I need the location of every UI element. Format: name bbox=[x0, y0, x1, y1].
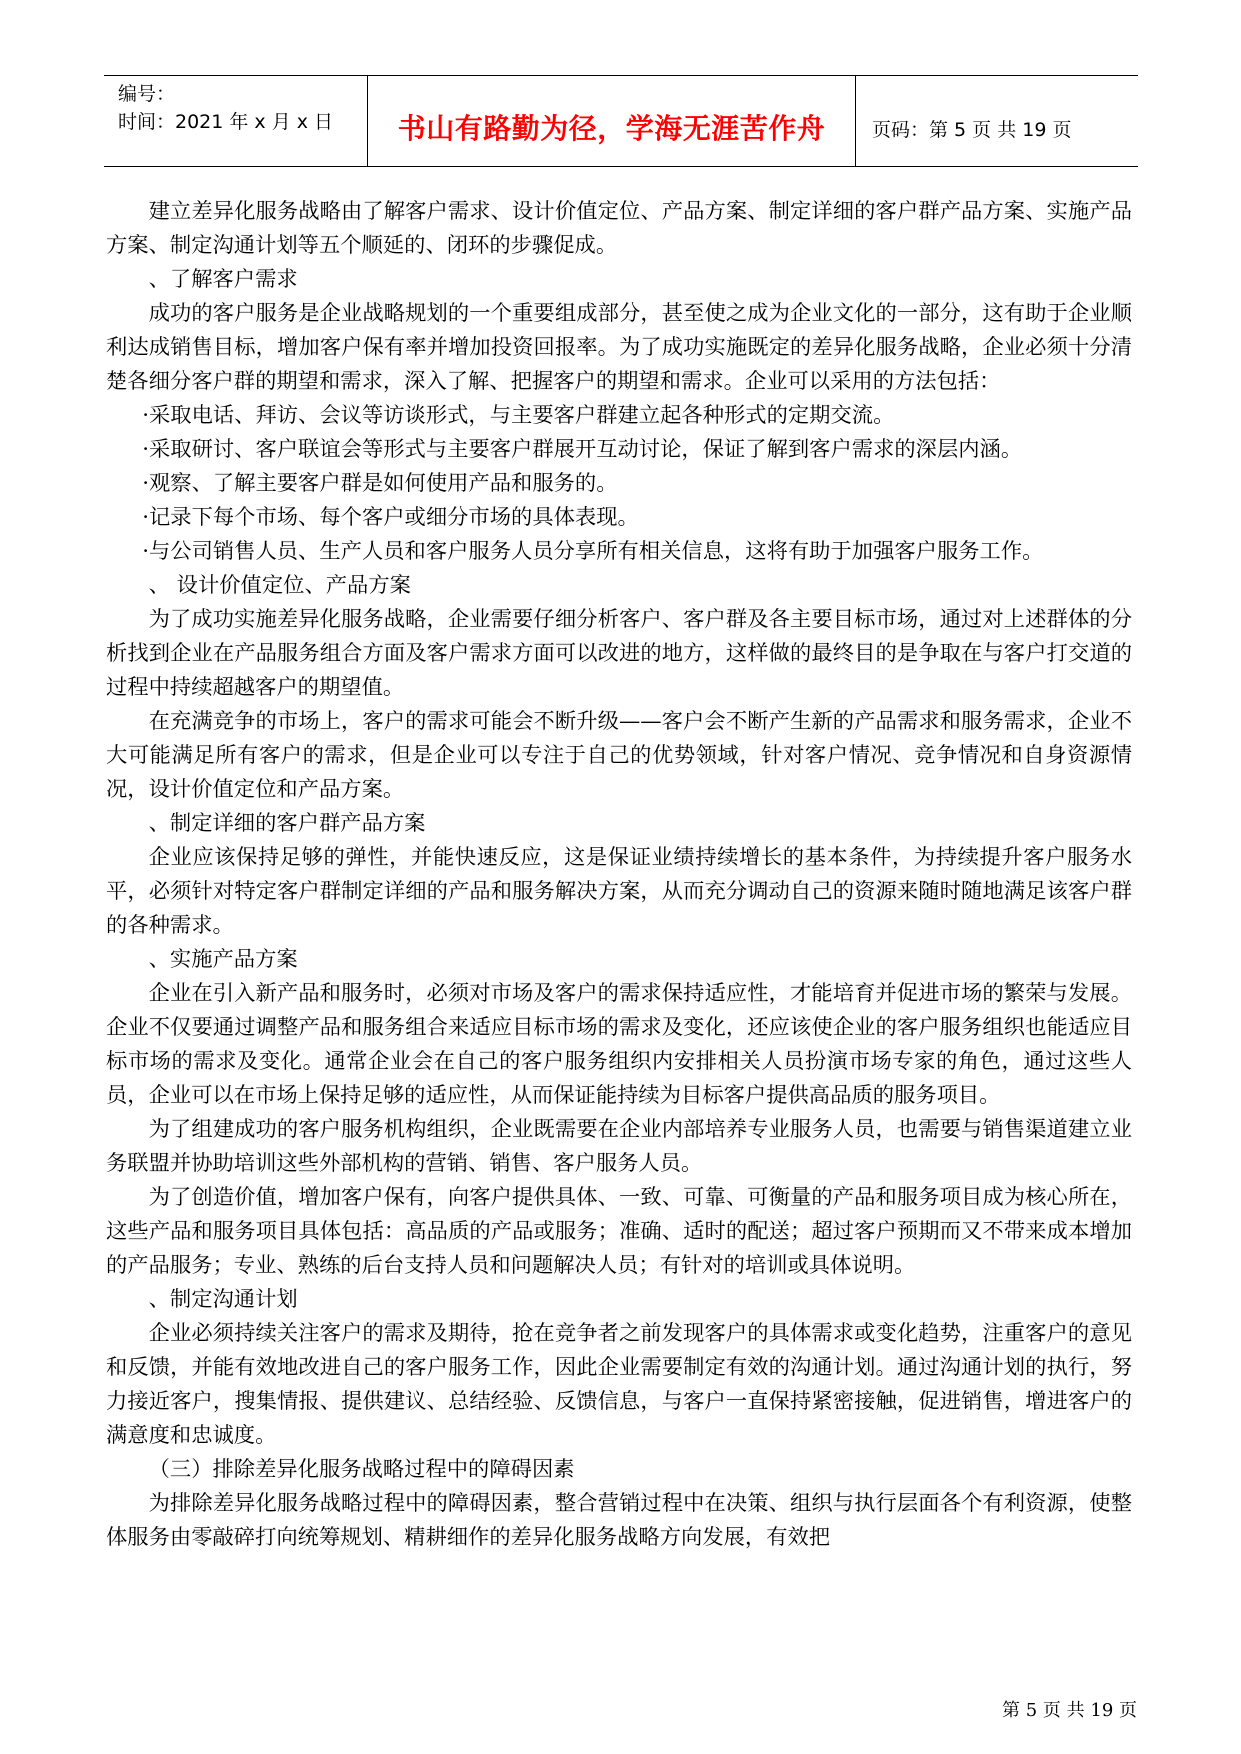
bullet-item: ·采取研讨、客户联谊会等形式与主要客户群展开互动讨论，保证了解到客户需求的深层内涵。 bbox=[142, 437, 1023, 462]
section-heading: 、了解客户需求 bbox=[148, 267, 298, 292]
paragraph: 企业必须持续关注客户的需求及期待，抢在竞争者之前发现客户的具体需求或变化趋势，注重客户的意见和反馈，并能有效地改进自己的客户服务工作，因此企业需要制定有效的沟通计划。通过沟通计划的执行，努力接近客户，搜集情报、提供建议、总结经验、反馈信息，与客户一直保持紧密接触，促进销售，增进客户的满意度和忠诚度。 bbox=[106, 1321, 1132, 1448]
document-body bbox=[106, 195, 1132, 1555]
bullet-item: ·与公司销售人员、生产人员和客户服务人员分享所有相关信息，这将有助于加强客户服务工作。 bbox=[142, 539, 1044, 564]
document-number-label: 编号： bbox=[118, 83, 176, 105]
paragraph: 为排除差异化服务战略过程中的障碍因素，整合营销过程中在决策、组织与执行层面各个有利资源，使整体服务由零敲碎打向统筹规划、精耕细作的差异化服务战略方向发展，有效把 bbox=[106, 1491, 1132, 1550]
header-motto-cell bbox=[368, 76, 856, 166]
bullet-item: ·观察、了解主要客户群是如何使用产品和服务的。 bbox=[142, 471, 618, 496]
header-page-label: 页码：第 5 页 共 19 页 bbox=[872, 118, 1072, 141]
bullet-item: ·采取电话、拜访、会议等访谈形式，与主要客户群建立起各种形式的定期交流。 bbox=[142, 403, 895, 428]
header-meta bbox=[104, 76, 368, 166]
paragraph: 为了创造价值，增加客户保有，向客户提供具体、一致、可靠、可衡量的产品和服务项目成为核心所在，这些产品和服务项目具体包括：高品质的产品或服务；准确、适时的配送；超过客户预期而又不带来成本增加的产品服务；专业、熟练的后台支持人员和问题解决人员；有针对的培训或具体说明。 bbox=[106, 1185, 1132, 1278]
paragraph: 企业应该保持足够的弹性，并能快速反应，这是保证业绩持续增长的基本条件，为持续提升客户服务水平，必须针对特定客户群制定详细的产品和服务解决方案，从而充分调动自己的资源来随时随地满足该客户群的各种需求。 bbox=[106, 845, 1132, 938]
paragraph: 成功的客户服务是企业战略规划的一个重要组成部分，甚至使之成为企业文化的一部分，这有助于企业顺利达成销售目标，增加客户保有率并增加投资回报率。为了成功实施既定的差异化服务战略，企业必须十分清楚各细分客户群的期望和需求，深入了解、把握客户的期望和需求。企业可以采用的方法包括： bbox=[106, 301, 1132, 394]
header-motto: 书山有路勤为径，学海无涯苦作舟 bbox=[397, 112, 826, 145]
paragraph: 为了组建成功的客户服务机构组织，企业既需要在企业内部培养专业服务人员，也需要与销售渠道建立业务联盟并协助培训这些外部机构的营销、销售、客户服务人员。 bbox=[106, 1117, 1132, 1176]
document-date-label: 时间：2021 年 x 月 x 日 bbox=[118, 111, 334, 133]
header-page-cell bbox=[856, 76, 1138, 166]
bullet-item: ·记录下每个市场、每个客户或细分市场的具体表现。 bbox=[142, 505, 639, 530]
paragraph: 企业在引入新产品和服务时，必须对市场及客户的需求保持适应性，才能培育并促进市场的繁荣与发展。企业不仅要通过调整产品和服务组合来适应目标市场的需求及变化，还应该使企业的客户服务组织也能适应目标市场的需求及变化。通常企业会在自己的客户服务组织内安排相关人员扮演市场专家的角色，通过这些人员，企业可以在市场上保持足够的适应性，从而保证能持续为目标客户提供高品质的服务项目。 bbox=[106, 981, 1132, 1108]
paragraph: 为了成功实施差异化服务战略，企业需要仔细分析客户、客户群及各主要目标市场，通过对上述群体的分析找到企业在产品服务组合方面及客户需求方面可以改进的地方，这样做的最终目的是争取在与客户打交道的过程中持续超越客户的期望值。 bbox=[106, 607, 1132, 700]
paragraph: 在充满竞争的市场上，客户的需求可能会不断升级——客户会不断产生新的产品需求和服务需求，企业不大可能满足所有客户的需求，但是企业可以专注于自己的优势领域，针对客户情况、竞争情况和自身资源情况，设计价值定位和产品方案。 bbox=[106, 709, 1132, 802]
paragraph: 建立差异化服务战略由了解客户需求、设计价值定位、产品方案、制定详细的客户群产品方案、实施产品方案、制定沟通计划等五个顺延的、闭环的步骤促成。 bbox=[106, 199, 1132, 258]
footer-page-number: 第 5 页 共 19 页 bbox=[1002, 1700, 1137, 1721]
section-heading: （三）排除差异化服务战略过程中的障碍因素 bbox=[148, 1457, 575, 1482]
section-heading: 、制定详细的客户群产品方案 bbox=[148, 811, 426, 836]
section-heading: 、 设计价值定位、产品方案 bbox=[148, 573, 411, 598]
section-heading: 、实施产品方案 bbox=[148, 947, 298, 972]
document-header bbox=[104, 75, 1138, 167]
section-heading: 、制定沟通计划 bbox=[148, 1287, 298, 1312]
